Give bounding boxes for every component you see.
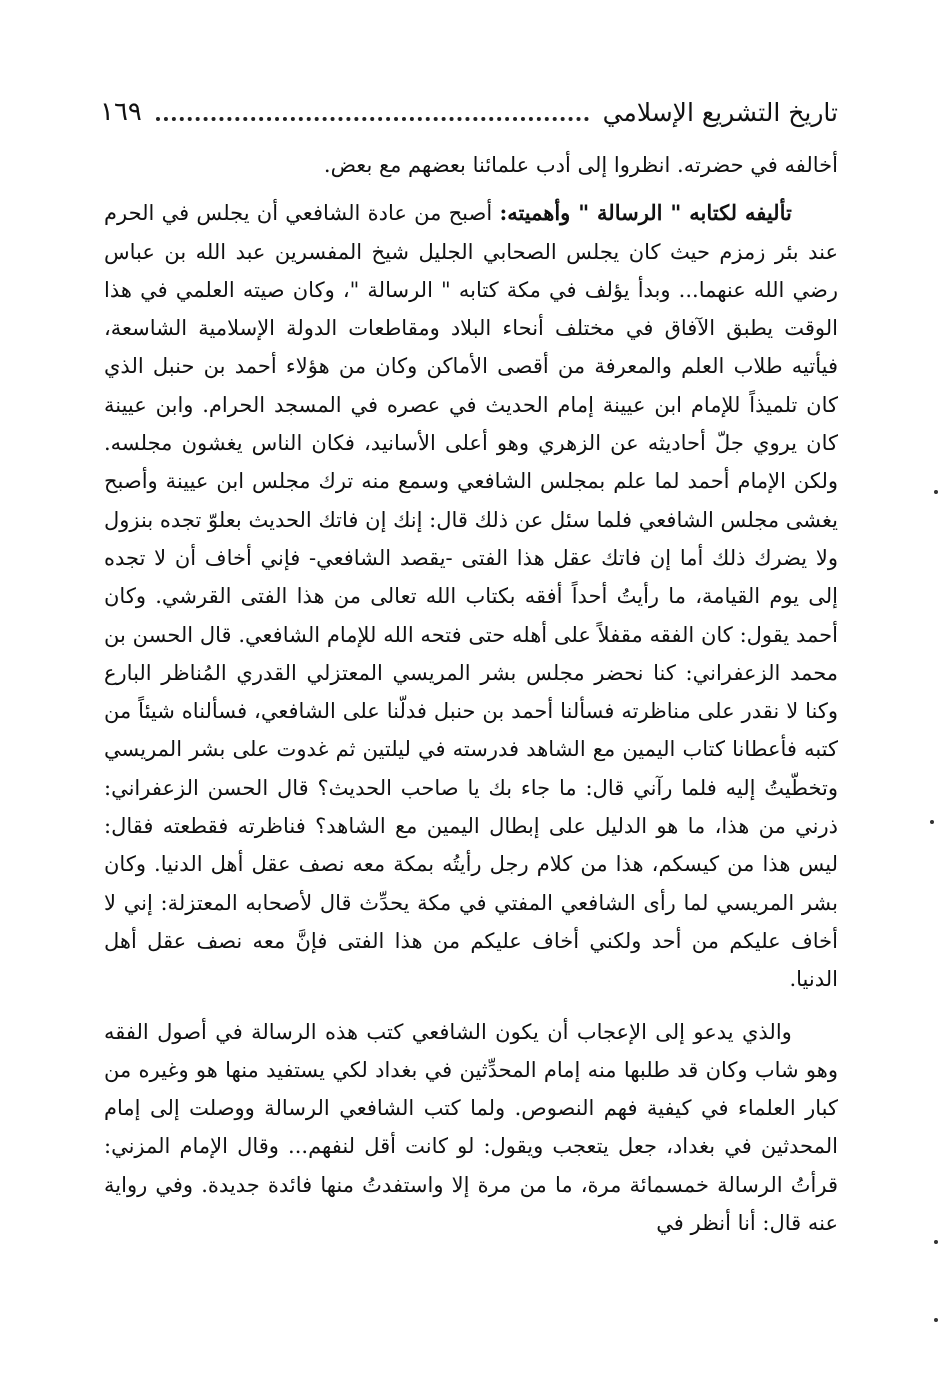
scan-speck [934, 1318, 938, 1322]
section-heading: تأليفه لكتابه " الرسالة " وأهميته: [499, 200, 792, 226]
paragraph-text: والذي يدعو إلى الإعجاب أن يكون الشافعي كتب هذه الرسالة في أصول الفقه وهو شاب وكان قد طلبها منه إمام المحدِّثين في بغداد لكي يستفيد منها هو وغيره من كبار العلماء في كيفية فهم النصوص. ولما كتب الشافعي الرسالة ووصلت إلى إمام المحدثين في بغداد، جعل يتعجب ويقول: لو كانت أقل لنفهم... وقال الإمام المزني: قرأتُ الرسالة خمسمائة مرة، ما من مرة إلا واستفدتُ منها فائدة جديدة. وفي رواية عنه قال: أنا أنظر في [104, 1019, 838, 1236]
page-number: ١٦٩ [100, 97, 142, 127]
running-title: تاريخ التشريع الإسلامي [602, 97, 838, 127]
paragraph-risala [104, 194, 838, 998]
header-dot-leader [156, 91, 589, 121]
scan-speck [934, 1240, 938, 1244]
paragraph-continuation [104, 146, 838, 184]
paragraph-text: أصبح من عادة الشافعي أن يجلس في الحرم عند بئر زمزم حيث كان يجلس الصحابي الجليل شيخ المفسرين عبد الله بن عباس رضي الله عنهما... وبدأ يؤلف في مكة كتابه " الرسالة "، وكان صيته العلمي في هذا الوقت يطبق الآفاق في مختلف أنحاء البلاد ومقاطعات الدولة الإسلامية الشاسعة، فيأتيه طلاب العلم والمعرفة من أقصى الأماكن وكان من هؤلاء أحمد بن حنبل الذي كان تلميذاً للإمام ابن عيينة إمام الحديث في عصره في المسجد الحرام. وابن عيينة كان يروي جلّ أحاديثه عن الزهري وهو أعلى الأسانيد، فكان الناس يغشون مجلسه. ولكن الإمام أحمد لما علم بمجلس الشافعي وسمع منه ترك مجلس ابن عيينة وأصبح يغشى مجلس الشافعي فلما سئل عن ذلك قال: إنك إن فاتك الحديث بعلوّ تجده بنزول ولا يضرك ذلك أما إن فاتك عقل هذا الفتى -يقصد الشافعي- فإني أخاف أن لا تجده إلى يوم القيامة، ما رأيتُ أحداً أفقه بكتاب الله تعالى من هذا الفتى القرشي. وكان أحمد يقول: كان الفقه مقفلاً على أهله حتى فتحه الله للإمام الشافعي. قال الحسن بن محمد الزعفراني: كنا نحضر مجلس بشر المريسي المعتزلي القدري المُناظر البارع وكنا لا نقدر على مناظرته فسألنا أحمد بن حنبل فدلّنا على الشافعي، فسألناه شيئاً من كتبه فأعطانا كتاب اليمين مع الشاهد فدرسته في ليلتين ثم غدوت على بشر المريسي وتخطّيتُ إليه فلما رآني قال: ما جاء بك يا صاحب الحديث؟ قال الحسن الزعفراني: ذرني من هذا، ما هو الدليل على إبطال اليمين مع الشاهد؟ فناظرته فقطعته فقال: ليس هذا من كيسكم، هذا من كلام رجل رأيتُه بمكة معه نصف عقل أهل الدنيا. وكان بشر المريسي لما رأى الشافعي المفتي في مكة يحدِّث قال لأصحابه المعتزلة: إني لا أخاف عليكم من أحد ولكني أخاف عليكم من هذا الفتى فإنَّ معه نصف عقل أهل الدنيا. [104, 201, 838, 992]
paragraph-admiration [104, 1013, 838, 1243]
page-header [100, 92, 838, 132]
scan-speck [930, 820, 934, 824]
paragraph-text: أخالفه في حضرته. انظروا إلى أدب علمائنا بعضهم مع بعض. [323, 153, 838, 177]
page-body [104, 146, 838, 1242]
scan-speck [934, 490, 938, 494]
